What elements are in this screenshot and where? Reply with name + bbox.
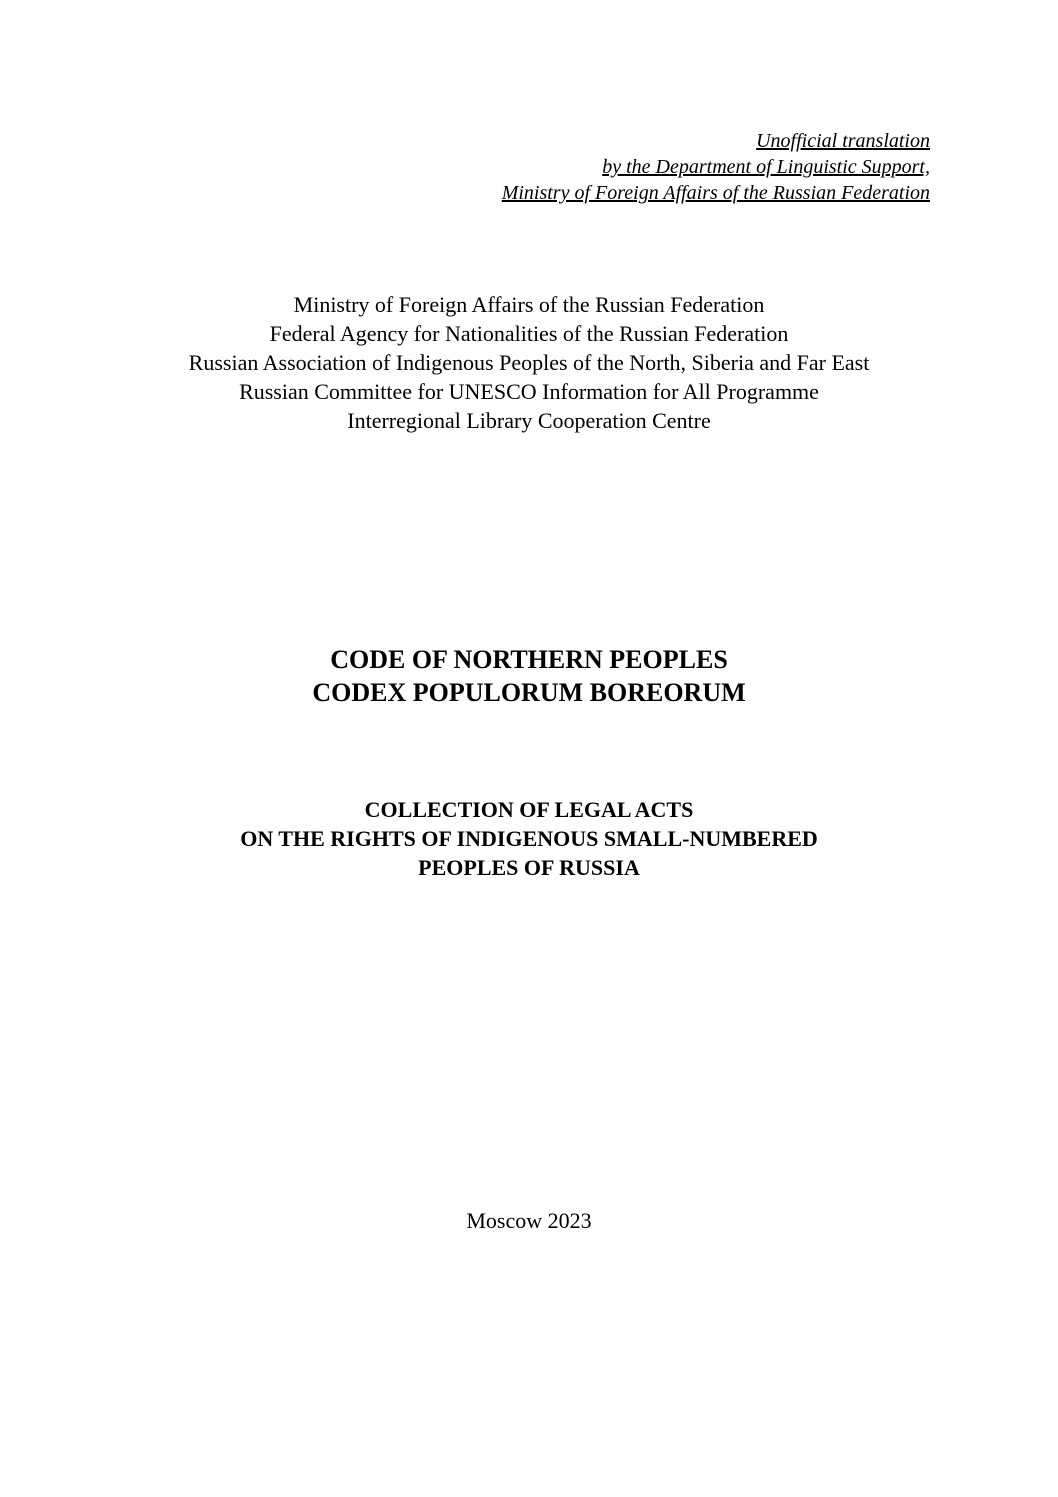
organizations-list xyxy=(0,290,1058,435)
organization-name: Federal Agency for Nationalities of the Russian Federation xyxy=(269,321,789,346)
title-latin: CODEX POPULORUM BOREORUM xyxy=(312,678,746,707)
organization-name: Interregional Library Cooperation Centre xyxy=(347,408,711,433)
document-title xyxy=(0,643,1058,709)
organization-name: Russian Association of Indigenous Peoples of the North, Siberia and Far East xyxy=(188,350,870,375)
document-subtitle xyxy=(0,795,1058,882)
subtitle-line: PEOPLES OF RUSSIA xyxy=(418,855,640,880)
translation-note xyxy=(502,128,930,206)
translation-note-line: by the Department of Linguistic Support, xyxy=(602,156,930,178)
subtitle-line: ON THE RIGHTS OF INDIGENOUS SMALL-NUMBERED xyxy=(240,826,818,851)
organization-name: Ministry of Foreign Affairs of the Russian Federation xyxy=(293,292,765,317)
imprint-place-year: Moscow 2023 xyxy=(466,1208,592,1233)
translation-note-line: Unofficial translation xyxy=(756,130,930,152)
title-english: CODE OF NORTHERN PEOPLES xyxy=(330,645,728,674)
translation-note-line: Ministry of Foreign Affairs of the Russian Federation xyxy=(501,182,930,204)
organization-name: Russian Committee for UNESCO Information for All Programme xyxy=(239,379,819,404)
subtitle-line: COLLECTION OF LEGAL ACTS xyxy=(364,797,694,822)
